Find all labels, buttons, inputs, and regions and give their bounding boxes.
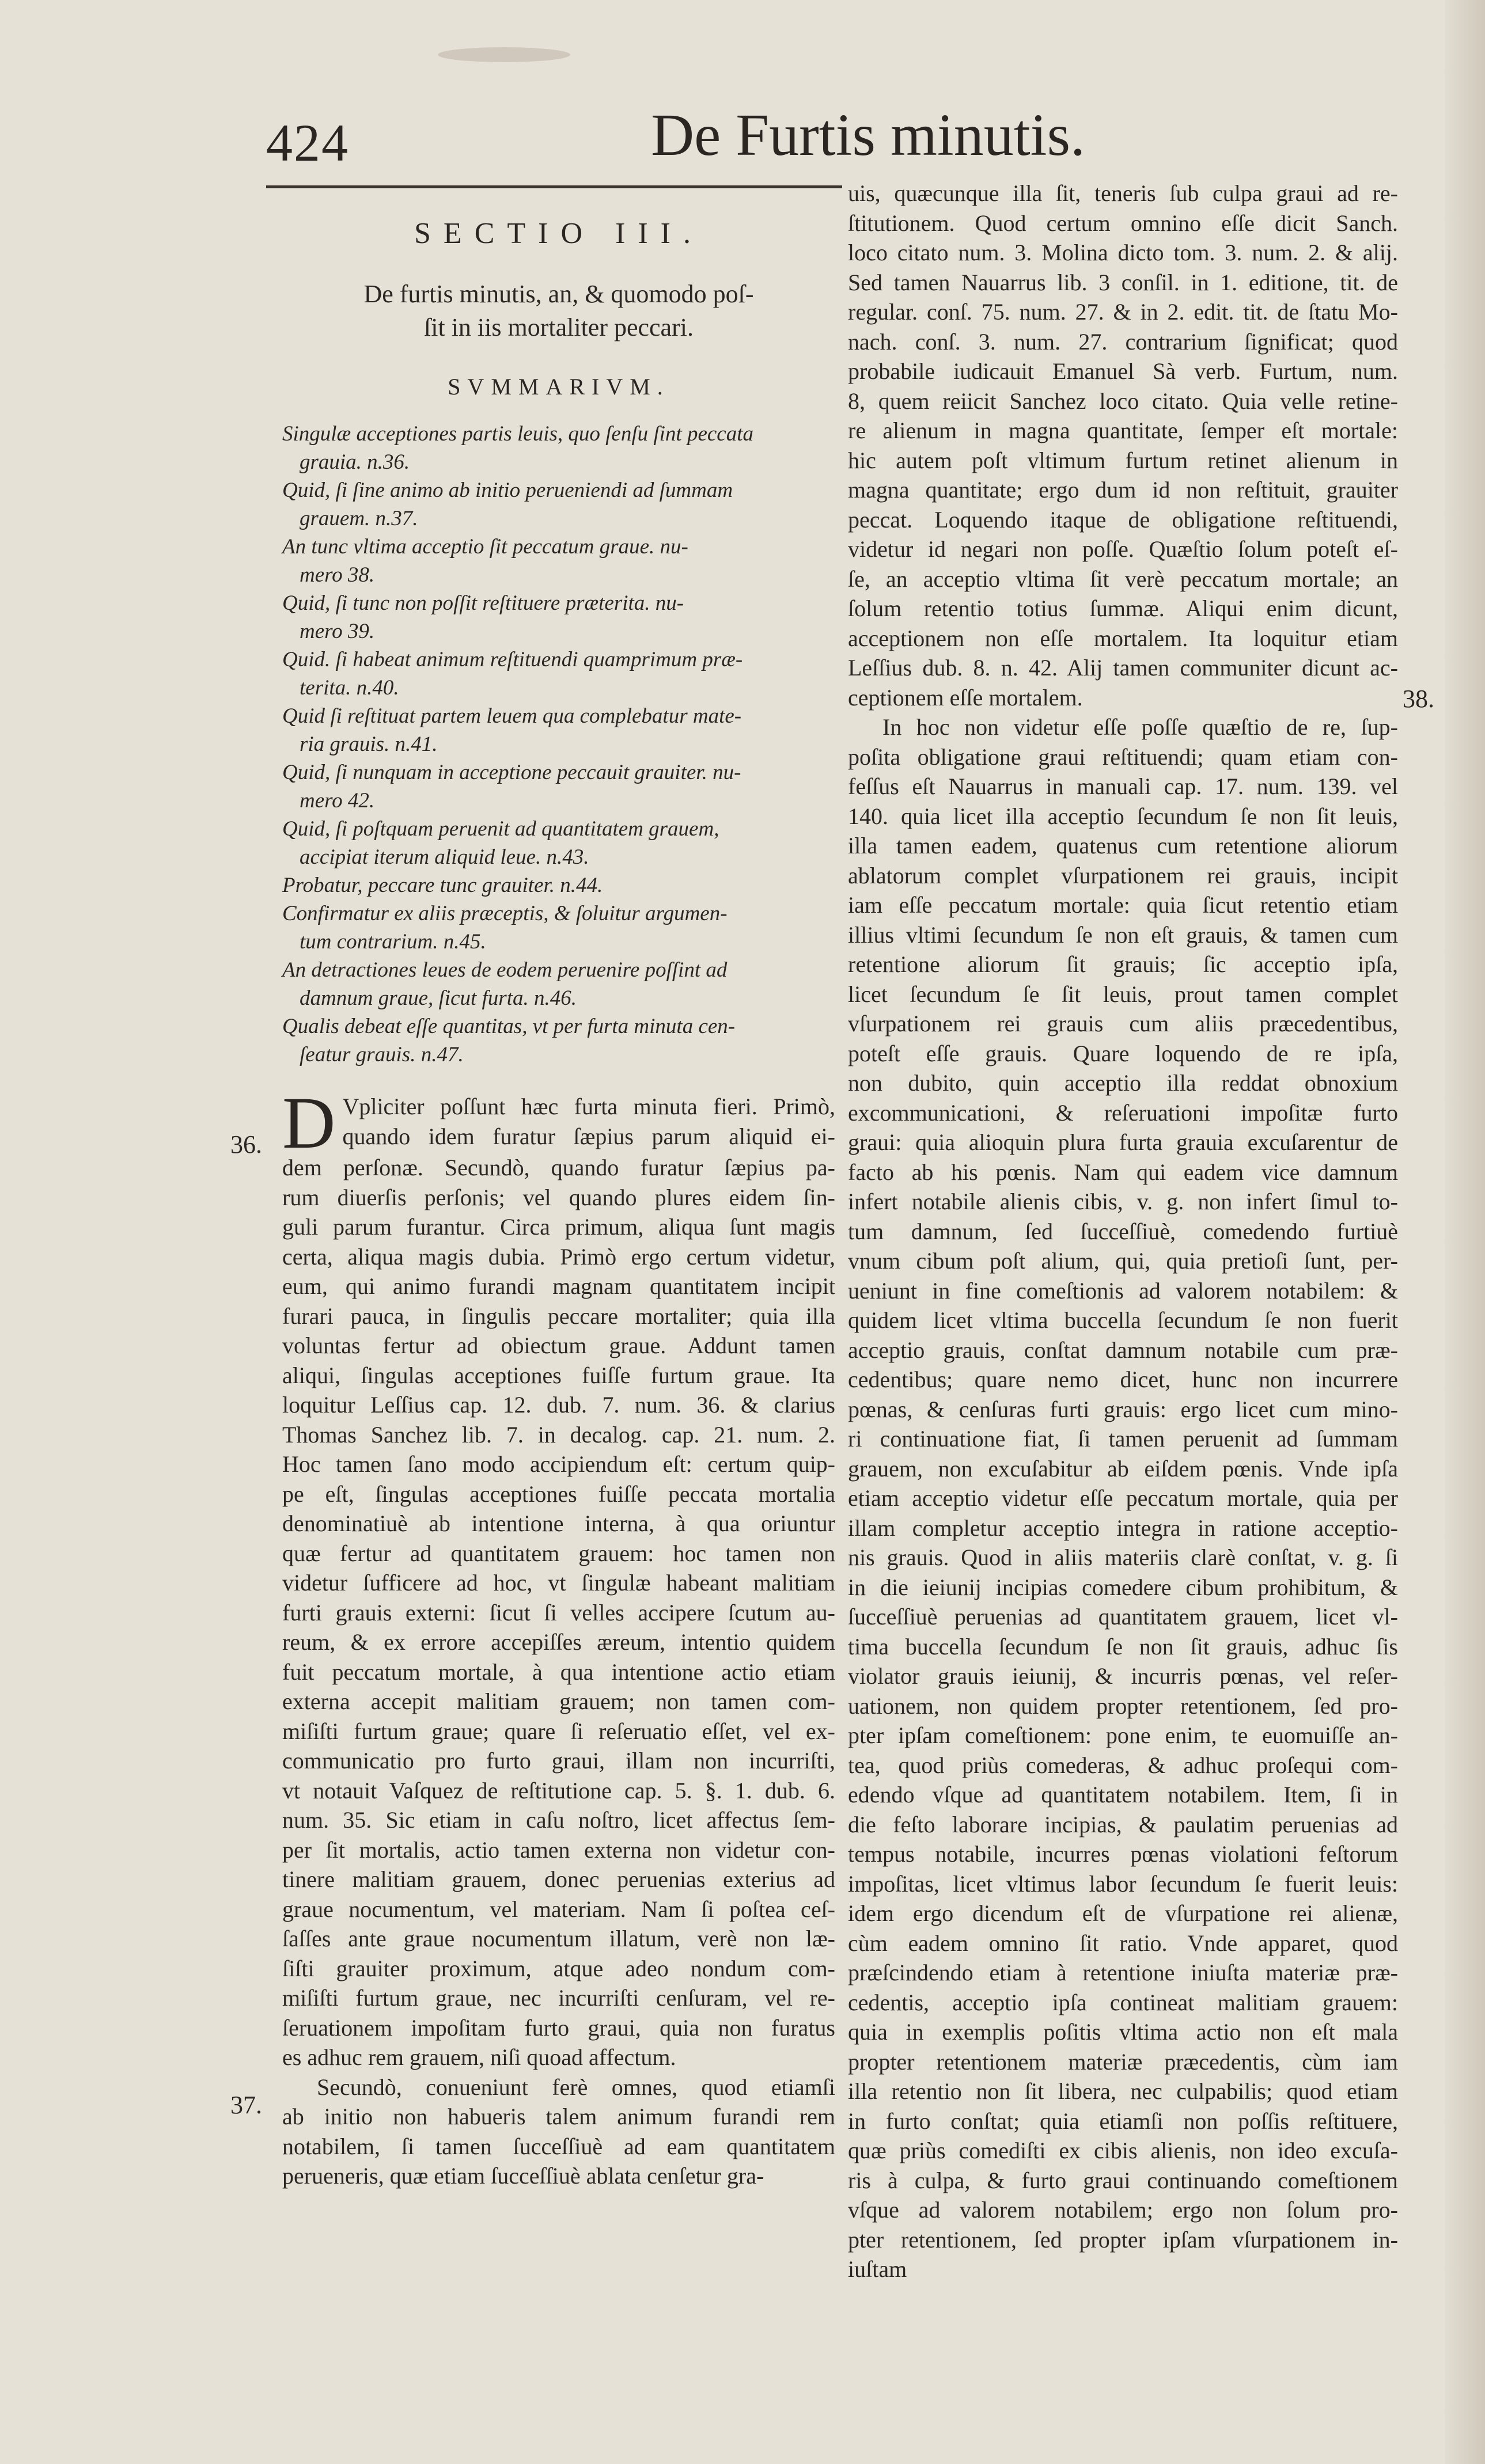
summary-line: Quid, ſi poſtquam peruenit ad quantitatem grauem, xyxy=(282,817,719,841)
text-line: tempus notabile, incurres pœnas violationi feſtorum xyxy=(848,1841,1398,1867)
text-line: nis grauis. Quod in aliis materiis clarè conſtat, v. g. ſi xyxy=(848,1544,1398,1570)
text-line: graui: quia alioquin plura furta grauia excuſarentur de xyxy=(848,1129,1398,1155)
text-line: illius vltimi ſecundum ſe non eſt grauis, & tamen cum xyxy=(848,921,1398,948)
text-line: præſcindendo etiam à retentione iniuſta materiæ præ- xyxy=(848,1960,1398,1985)
text-line: non dubito, quin acceptio illa reddat obnoxium xyxy=(848,1070,1398,1096)
text-line: perueneris, quæ etiam ſucceſſiuè ablata cenſetur gra- xyxy=(282,2163,764,2189)
text-line: communicatio pro furto graui, illam non incurriſti, xyxy=(282,1748,835,1774)
text-line: iuſtam xyxy=(848,2256,907,2282)
running-title: De Furtis minutis. xyxy=(651,102,1086,168)
text-line: quæ priùs comediſti ex cibis alienis, non ideo excuſa- xyxy=(848,2138,1398,2163)
text-line: in die ieiunij incipias comedere cibum prohibitum, & xyxy=(848,1574,1398,1600)
text-line: idem ergo dicendum eſt de vſurpatione rei alienæ, xyxy=(848,1900,1398,1926)
paragraph-38 xyxy=(848,712,1398,2284)
text-line: edendo vſque ad quantitatem notabilem. Item, ſi in xyxy=(848,1782,1398,1808)
text-line: dem perſonæ. Secundò, quando furatur ſæpius pa- xyxy=(282,1155,835,1180)
summary-line: tum contrarium. n.45. xyxy=(300,930,486,954)
text-line: tinere malitiam grauem, donec peruenias exterius ad xyxy=(282,1866,835,1892)
text-line: vſurpationem rei grauis cum aliis præcedentibus, xyxy=(848,1011,1398,1037)
text-line: notabilem, ſi tamen ſucceſſiuè ad eam quantitatem xyxy=(282,2133,835,2159)
text-line: regular. conſ. 75. num. 27. & in 2. edit. tit. de ſtatu Mo- xyxy=(848,299,1398,325)
text-line: 8, quem reiicit Sanchez loco citato. Quia velle retine- xyxy=(848,388,1398,414)
text-line: poteſt eſſe grauis. Quare loquendo de re ipſa, xyxy=(848,1040,1398,1066)
text-line: pe eſt, ſingulas acceptiones fuiſſe peccata mortalia xyxy=(282,1480,835,1507)
text-line: quando idem furatur ſæpius parum aliquid ei- xyxy=(342,1123,835,1149)
paragraph-continued xyxy=(848,179,1398,712)
text-line: aliqui, ſingulas acceptiones fuiſſe furtum graue. Ita xyxy=(282,1362,835,1388)
text-line: denominatiuè ab intentione interna, à qua oriuntur xyxy=(282,1510,835,1536)
page-edge-shadow xyxy=(1445,0,1485,2464)
caption-line: De furtis minutis, an, & quomodo poſ- xyxy=(363,279,754,308)
section-caption xyxy=(282,278,835,344)
right-column xyxy=(848,179,1398,2284)
text-line: in furto conſtat; quia etiamſi non poſſis reſtituere, xyxy=(848,2108,1398,2134)
text-line: miſiſti furtum graue, nec incurriſti cenſuram, vel re- xyxy=(282,1985,835,2011)
summary-line: Quid, ſi nunquam in acceptione peccauit grauiter. nu- xyxy=(282,761,741,784)
text-line: certa, aliqua magis dubia. Primò ergo certum videtur, xyxy=(282,1243,835,1270)
text-line: ſtitutionem. Quod certum omnino eſſe dicit Sanch. xyxy=(848,210,1398,236)
text-line: quæ fertur ad quantitatem grauem: hoc tamen non xyxy=(282,1540,835,1566)
text-line: Sed tamen Nauarrus lib. 3 conſil. in 1. editione, tit. de xyxy=(848,269,1398,295)
page-stain xyxy=(438,47,570,62)
text-line: furti grauis externi: ſicut ſi velles accipere ſcutum au- xyxy=(282,1599,835,1626)
summary-line: grauem. n.37. xyxy=(300,507,418,530)
text-line: tima buccella ſecundum ſe non ſit grauis, adhuc ſis xyxy=(848,1633,1398,1660)
text-line: reum, & ex errore accepiſſes æreum, intentio quidem xyxy=(282,1629,835,1655)
text-line: etiam acceptio videtur eſſe peccatum mortale, quia per xyxy=(848,1485,1398,1511)
summary-line: terita. n.40. xyxy=(300,676,399,700)
text-line: ſe, an acceptio vltima ſit verè peccatum mortale; an xyxy=(848,565,1398,592)
text-line: licet ſecundum ſe ſit leuis, prout tamen complet xyxy=(848,981,1398,1007)
text-line: eum, qui animo furandi magnam quantitatem incipit xyxy=(282,1273,835,1299)
text-line: infert notabile alienis cibis, v. g. non infert ſimul to- xyxy=(848,1189,1398,1214)
summary-title: SVMMARIVM. xyxy=(448,373,670,400)
text-line: vſque ad valorem notabilem; ergo non ſolum pro- xyxy=(848,2197,1398,2223)
summary-line: Confirmatur ex aliis præceptis, & ſoluitur argumen- xyxy=(282,902,728,925)
text-line: ſeruationem impoſitam furto graui, quia non furatus xyxy=(282,2014,835,2041)
text-line: guli parum furantur. Circa primum, aliqua ſunt magis xyxy=(282,1214,835,1240)
text-line: ſucceſſiuè peruenias ad quantitatem grauem, licet vl- xyxy=(848,1604,1398,1630)
text-line: videtur ſufficere ad hoc, vt ſingulæ habeant malitiam xyxy=(282,1570,835,1596)
text-line: pter ipſam comeſtionem: pone enim, te euomuiſſe an- xyxy=(848,1722,1398,1748)
text-line: Leſſius dub. 8. n. 42. Alij tamen communiter dicunt ac- xyxy=(848,655,1398,681)
text-line: quidem licet vltima buccella ſecundum ſe non fuerit xyxy=(848,1307,1398,1333)
text-line: illa tamen eadem, quatenus cum retentione aliorum xyxy=(848,833,1398,859)
text-line: Vpliciter poſſunt hæc furta minuta fieri. Primò, xyxy=(342,1094,835,1119)
text-line: pœnas, & cenſuras furti grauis: ergo licet cum mino- xyxy=(848,1396,1398,1422)
text-line: grauem, non excuſabitur ab eiſdem pœnis. Vnde ipſa xyxy=(848,1455,1398,1482)
text-line: excommunicationi, & reſeruationi impoſitæ furto xyxy=(848,1099,1398,1126)
text-line: ſolum retentio totius ſummæ. Aliqui enim dicunt, xyxy=(848,595,1398,621)
text-line: impoſitas, licet vltimus labor ſecundum ſe fuerit leuis: xyxy=(848,1870,1398,1897)
page-number: 424 xyxy=(266,113,349,172)
summary-line: An tunc vltima acceptio ſit peccatum graue. nu- xyxy=(282,535,688,559)
text-line: In hoc non videtur eſſe poſſe quæſtio de re, ſup- xyxy=(882,714,1398,740)
text-line: cùm eadem omnino ſit ratio. Vnde apparet, quod xyxy=(848,1930,1398,1956)
text-line: die feſto laborare incipias, & paulatim peruenias ad xyxy=(848,1811,1398,1837)
text-line: vt notauit Vaſquez de reſtitutione cap. 5. §. 1. dub. 6. xyxy=(282,1777,835,1804)
text-line: illam completur acceptio integra in ratione acceptio- xyxy=(848,1514,1398,1541)
text-line: cedentis, acceptio ipſa contineat malitiam grauem: xyxy=(848,1989,1398,2015)
text-line: quia in exemplis poſitis vltima actio non eſt mala xyxy=(848,2019,1398,2045)
text-line: ſiſti grauiter proximum, atque adeo nondum com- xyxy=(282,1955,835,1981)
text-line: vnum cibum poſt alium, qui, quia pretioſi ſunt, per- xyxy=(848,1248,1398,1274)
summary-line: mero 39. xyxy=(300,620,375,643)
summary-line: grauia. n.36. xyxy=(300,450,410,474)
summary-line: Quid, ſi ſine animo ab initio perueniendi ad ſummam xyxy=(282,479,733,502)
text-line: loquitur Leſſius cap. 12. dub. 7. num. 36. & clarius xyxy=(282,1392,835,1418)
text-line: furari pauca, in ſingulis peccare mortaliter; quia illa xyxy=(282,1303,835,1329)
drop-cap: D xyxy=(282,1082,336,1164)
text-line: feſſus eſt Nauarrus in manuali cap. 17. num. 139. vel xyxy=(848,773,1398,799)
paragraph-37 xyxy=(282,2072,835,2191)
text-line: tea, quod priùs comederas, & adhuc proſequi com- xyxy=(848,1752,1398,1778)
caption-line: ſit in iis mortaliter peccari. xyxy=(424,313,694,341)
text-line: propter retentionem materiæ præcedentis, cùm iam xyxy=(848,2048,1398,2075)
text-line: ris à culpa, & furto graui continuando comeſtionem xyxy=(848,2167,1398,2193)
text-line: re alienum in magna quantitate, ſemper eſt mortale: xyxy=(848,417,1398,443)
summary-line: mero 42. xyxy=(300,789,375,813)
text-line: voluntas fertur ad obiectum graue. Addunt tamen xyxy=(282,1332,835,1358)
summary-line: Quid. ſi habeat animum reſtituendi quamprimum præ- xyxy=(282,648,743,671)
text-line: hic autem poſt vltimum furtum retinet alienum in xyxy=(848,447,1398,473)
summary-line: Qualis debeat eſſe quantitas, vt per furta minuta cen- xyxy=(282,1015,736,1038)
text-line: loco citato num. 3. Molina dicto tom. 3. num. 2. & alij. xyxy=(848,240,1398,265)
text-line: 140. quia licet illa acceptio ſecundum ſe non ſit leuis, xyxy=(848,803,1398,829)
text-line: Hoc tamen ſano modo accipiendum eſt: certum quip- xyxy=(282,1451,835,1477)
text-line: nach. conſ. 3. num. 27. contrarium ſignificat; quod xyxy=(848,328,1398,355)
header-rule xyxy=(266,185,842,188)
summary-line: ſeatur grauis. n.47. xyxy=(300,1043,464,1066)
summary-line: damnum graue, ſicut furta. n.46. xyxy=(300,986,577,1010)
paragraph-36 xyxy=(282,1082,835,2072)
summary-list xyxy=(282,420,835,1069)
text-line: ab initio non habueris talem animum furandi rem xyxy=(282,2104,835,2129)
text-line: acceptio grauis, conſtat damnum notabile cum præ- xyxy=(848,1337,1398,1363)
text-line: ri continuatione fiat, ſi tamen peruenit ad ſummam xyxy=(848,1426,1398,1452)
text-line: rum diuerſis perſonis; vel quando plures eidem ſin- xyxy=(282,1184,835,1210)
text-line: uis, quæcunque illa ſit, teneris ſub culpa graui ad re- xyxy=(848,180,1398,206)
text-line: ſaſſes ante graue nocumentum illatum, verè non læ- xyxy=(282,1926,835,1952)
text-line: fuit peccatum mortale, à qua intentione actio etiam xyxy=(282,1658,835,1685)
text-line: violator grauis ieiunij, & incurris pœnas, vel reſer- xyxy=(848,1663,1398,1689)
text-line: ueniunt in fine comeſtionis ad valorem notabilem: & xyxy=(848,1277,1398,1304)
margin-number-38: 38. xyxy=(1403,685,1434,713)
summary-line: ria grauis. n.41. xyxy=(300,732,438,756)
text-line: retentione aliorum ſit grauis; ſic acceptio ipſa, xyxy=(848,951,1398,977)
text-line: iam eſſe peccatum mortale: quia ſicut retentio etiam xyxy=(848,892,1398,918)
text-line: pter retentionem, ſed propter ipſam vſurpationem in- xyxy=(848,2226,1398,2253)
text-line: miſiſti furtum graue; quare ſi reſeruatio eſſet, vel ex- xyxy=(282,1718,835,1744)
summary-line: Quid, ſi tunc non poſſit reſtituere præterita. nu- xyxy=(282,591,684,615)
summary-line: Probatur, peccare tunc grauiter. n.44. xyxy=(282,874,603,897)
margin-number-37: 37. xyxy=(230,2091,262,2119)
text-line: illa retentio non ſit libera, nec culpabilis; quod etiam xyxy=(848,2078,1398,2104)
text-line: Thomas Sanchez lib. 7. in decalog. cap. 21. num. 2. xyxy=(282,1421,835,1448)
margin-number-36: 36. xyxy=(230,1130,262,1159)
text-line: peccat. Loquendo itaque de obligatione reſtituendi, xyxy=(848,506,1398,533)
text-line: facto ab his pœnis. Nam qui eadem vice damnum xyxy=(848,1159,1398,1185)
text-line: es adhuc rem grauem, niſi quoad affectum. xyxy=(282,2044,676,2070)
text-line: uationem, non quidem propter retentionem, ſed pro- xyxy=(848,1692,1398,1719)
summary-line: Singulæ acceptiones partis leuis, quo ſenſu ſint peccata xyxy=(282,422,753,446)
summary-line: Quid ſi reſtituat partem leuem qua complebatur mate- xyxy=(282,704,742,728)
text-line: graue nocumentum, vel materiam. Nam ſi poſtea ceſ- xyxy=(282,1896,835,1922)
text-line: ceptionem eſſe mortalem. xyxy=(848,684,1083,711)
text-line: ablatorum complet vſurpationem rei grauis, incipit xyxy=(848,862,1398,889)
text-line: num. 35. Sic etiam in caſu noſtro, licet affectus ſem- xyxy=(282,1807,835,1833)
summary-line: An detractiones leues de eodem peruenire poſſint ad xyxy=(282,958,728,982)
summary-line: mero 38. xyxy=(300,563,375,587)
text-line: Secundò, conueniunt ferè omnes, quod etiamſi xyxy=(317,2074,835,2100)
text-line: per ſit mortalis, actio tamen externa non videtur con- xyxy=(282,1836,835,1863)
section-heading: SECTIO III. xyxy=(414,217,703,250)
text-line: videtur id negari non poſſe. Quæſtio ſolum poteſt eſ- xyxy=(848,536,1398,562)
text-line: probabile iudicauit Emanuel Sà verb. Furtum, num. xyxy=(848,358,1398,384)
left-column xyxy=(282,207,835,2191)
text-line: magna quantitate; ergo dum id non reſtituit, grauiter xyxy=(848,477,1398,503)
text-line: cedentibus; quare nemo dicet, hunc non incurrere xyxy=(848,1366,1398,1392)
text-line: acceptionem non eſſe mortalem. Ita loquitur etiam xyxy=(848,625,1398,651)
text-line: poſita obligatione graui reſtituendi; quam etiam con- xyxy=(848,743,1398,770)
summary-line: accipiat iterum aliquid leue. n.43. xyxy=(300,845,589,869)
paragraph-body xyxy=(282,1153,835,2072)
text-line: tum damnum, ſed ſucceſſiuè, comedendo furtiuè xyxy=(848,1218,1398,1244)
text-line: externa accepit malitiam grauem; non tamen com- xyxy=(282,1688,835,1714)
